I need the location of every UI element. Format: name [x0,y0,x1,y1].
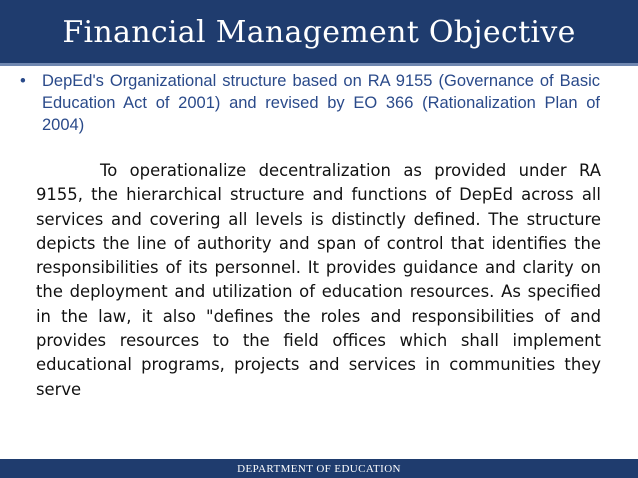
bullet-marker: • [20,72,26,90]
bullet-point [20,70,600,136]
body-paragraph: To operationalize decentralization as provided under RA 9155, the hierarchical structure and functions of DepEd across all services and covering all levels is distinctly defined. The structure depicts the line of authority and span of control that identifies the responsibilities of its personnel. It provides guidance and clarity on the deployment and utilization of education resources. As specified in the law, it also "defines the roles and responsibilities of and provides resources to the field offices which shall implement educational programs, projects and services in communities they serve [36,161,601,399]
title-divider [0,63,638,66]
slide-title: Financial Management Objective [62,15,576,50]
footer-bar [0,459,638,478]
bullet-text: DepEd's Organizational structure based on RA 9155 (Governance of Basic Education Act of 2001) and revised by EO 366 (Rationalization Plan of 2004) [42,72,600,134]
footer-label: DEPARTMENT OF EDUCATION [237,462,401,475]
title-bar [0,0,638,63]
